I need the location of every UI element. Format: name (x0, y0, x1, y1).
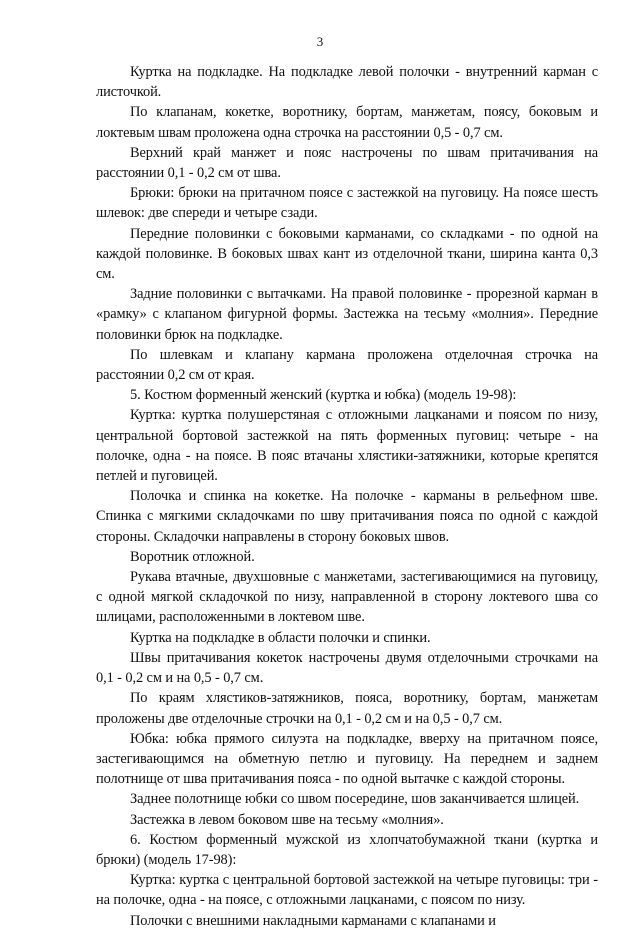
paragraph-collar: Воротник отложной. (130, 548, 255, 565)
paragraph-jacket-lining: Куртка на подкладке. На подкладке левой полочки - внутренний карман с листочкой. (96, 64, 598, 101)
paragraph-yoke-seams: Швы притачивания кокеток настрочены двумя отделочными строчками на 0,1 - 0,2 см и на 0,5 - 0,7 см. (96, 649, 598, 687)
paragraph-yoke: Полочка и спинка на кокетке. На полочке - карманы в рельефном шве. Спинка с мягкими складочками по шву притачивания пояса по одной с каждой стороны. Складочки направлены в сторону боковых швов. (96, 488, 598, 545)
document-body (96, 62, 598, 931)
paragraph-stitching-flaps: По клапанам, кокетке, воротнику, бортам, манжетам, поясу, боковым и локтевым швам проложена одна строчка на расстоянии 0,5 - 0,7 см. (96, 104, 598, 141)
page-number: 3 (316, 34, 324, 49)
paragraph-belt-loops: По шлевкам и клапану кармана проложена отделочная строчка на расстоянии 0,2 см от края. (96, 346, 598, 384)
paragraph-women-jacket: Куртка: куртка полушерстяная с отложными лацканами и поясом по низу, центральной бортовой застежкой на пять форменных пуговиц: четыре - на полочке, одна - на поясе. В пояс втачаны хлястики-затяжники, которые крепятся петлей и пуговицей. (96, 407, 598, 485)
paragraph-tab-edges: По краям хлястиков-затяжников, пояса, воротнику, бортам, манжетам проложены две отделочные строчки на 0,1 - 0,2 см и на 0,5 - 0,7 см. (96, 690, 598, 727)
paragraph-skirt-back: Заднее полотнище юбки со швом посередине, шов заканчивается шлицей. (130, 791, 580, 808)
paragraph-skirt: Юбка: юбка прямого силуэта на подкладке, вверху на притачном поясе, застегивающимся на обметную петлю и пуговицу. На переднем и заднем полотнище от шва притачивания пояса - по одной вытачке с каждой стороны. (96, 730, 598, 788)
section-heading-men-suit: 6. Костюм форменный мужской из хлопчатобумажной ткани (куртка и брюки) (модель 17-98): (96, 831, 598, 868)
paragraph-men-jacket: Куртка: куртка с центральной бортовой застежкой на четыре пуговицы: три - на полочке, одна - на поясе, с отложными лацканами, с поясом по низу. (96, 872, 598, 909)
paragraph-sleeves: Рукава втачные, двухшовные с манжетами, застегивающимися на пуговицу, с одной мягкой складочкой по низу, направленной в сторону локтевого шва со шлицами, расположенными в локтевом шве. (96, 569, 598, 626)
paragraph-trousers: Брюки: брюки на притачном поясе с застежкой на пуговицу. На поясе шесть шлевок: две спереди и четыре сзади. (96, 185, 598, 222)
paragraph-men-jacket-pockets: Полочки с внешними накладными карманами с клапанами и (130, 912, 496, 929)
paragraph-skirt-zipper: Застежка в левом боковом шве на тесьму «молния». (130, 811, 444, 828)
paragraph-jacket-lining-area: Куртка на подкладке в области полочки и спинки. (130, 629, 431, 646)
paragraph-front-halves: Передние половинки с боковыми карманами, со складками - по одной на каждой половинке. В боковых швах кант из отделочной ткани, ширина канта 0,3 см. (96, 225, 598, 283)
paragraph-cuff-edge: Верхний край манжет и пояс настрочены по швам притачивания на расстоянии 0,1 - 0,2 см от шва. (96, 144, 598, 182)
section-heading-women-suit: 5. Костюм форменный женский (куртка и юбка) (модель 19-98): (130, 387, 517, 404)
paragraph-back-halves: Задние половинки с вытачками. На правой половинке - прорезной карман в «рамку» с клапаном фигурной формы. Застежка на тесьму «молния». Передние половинки брюк на подкладке. (96, 286, 598, 343)
